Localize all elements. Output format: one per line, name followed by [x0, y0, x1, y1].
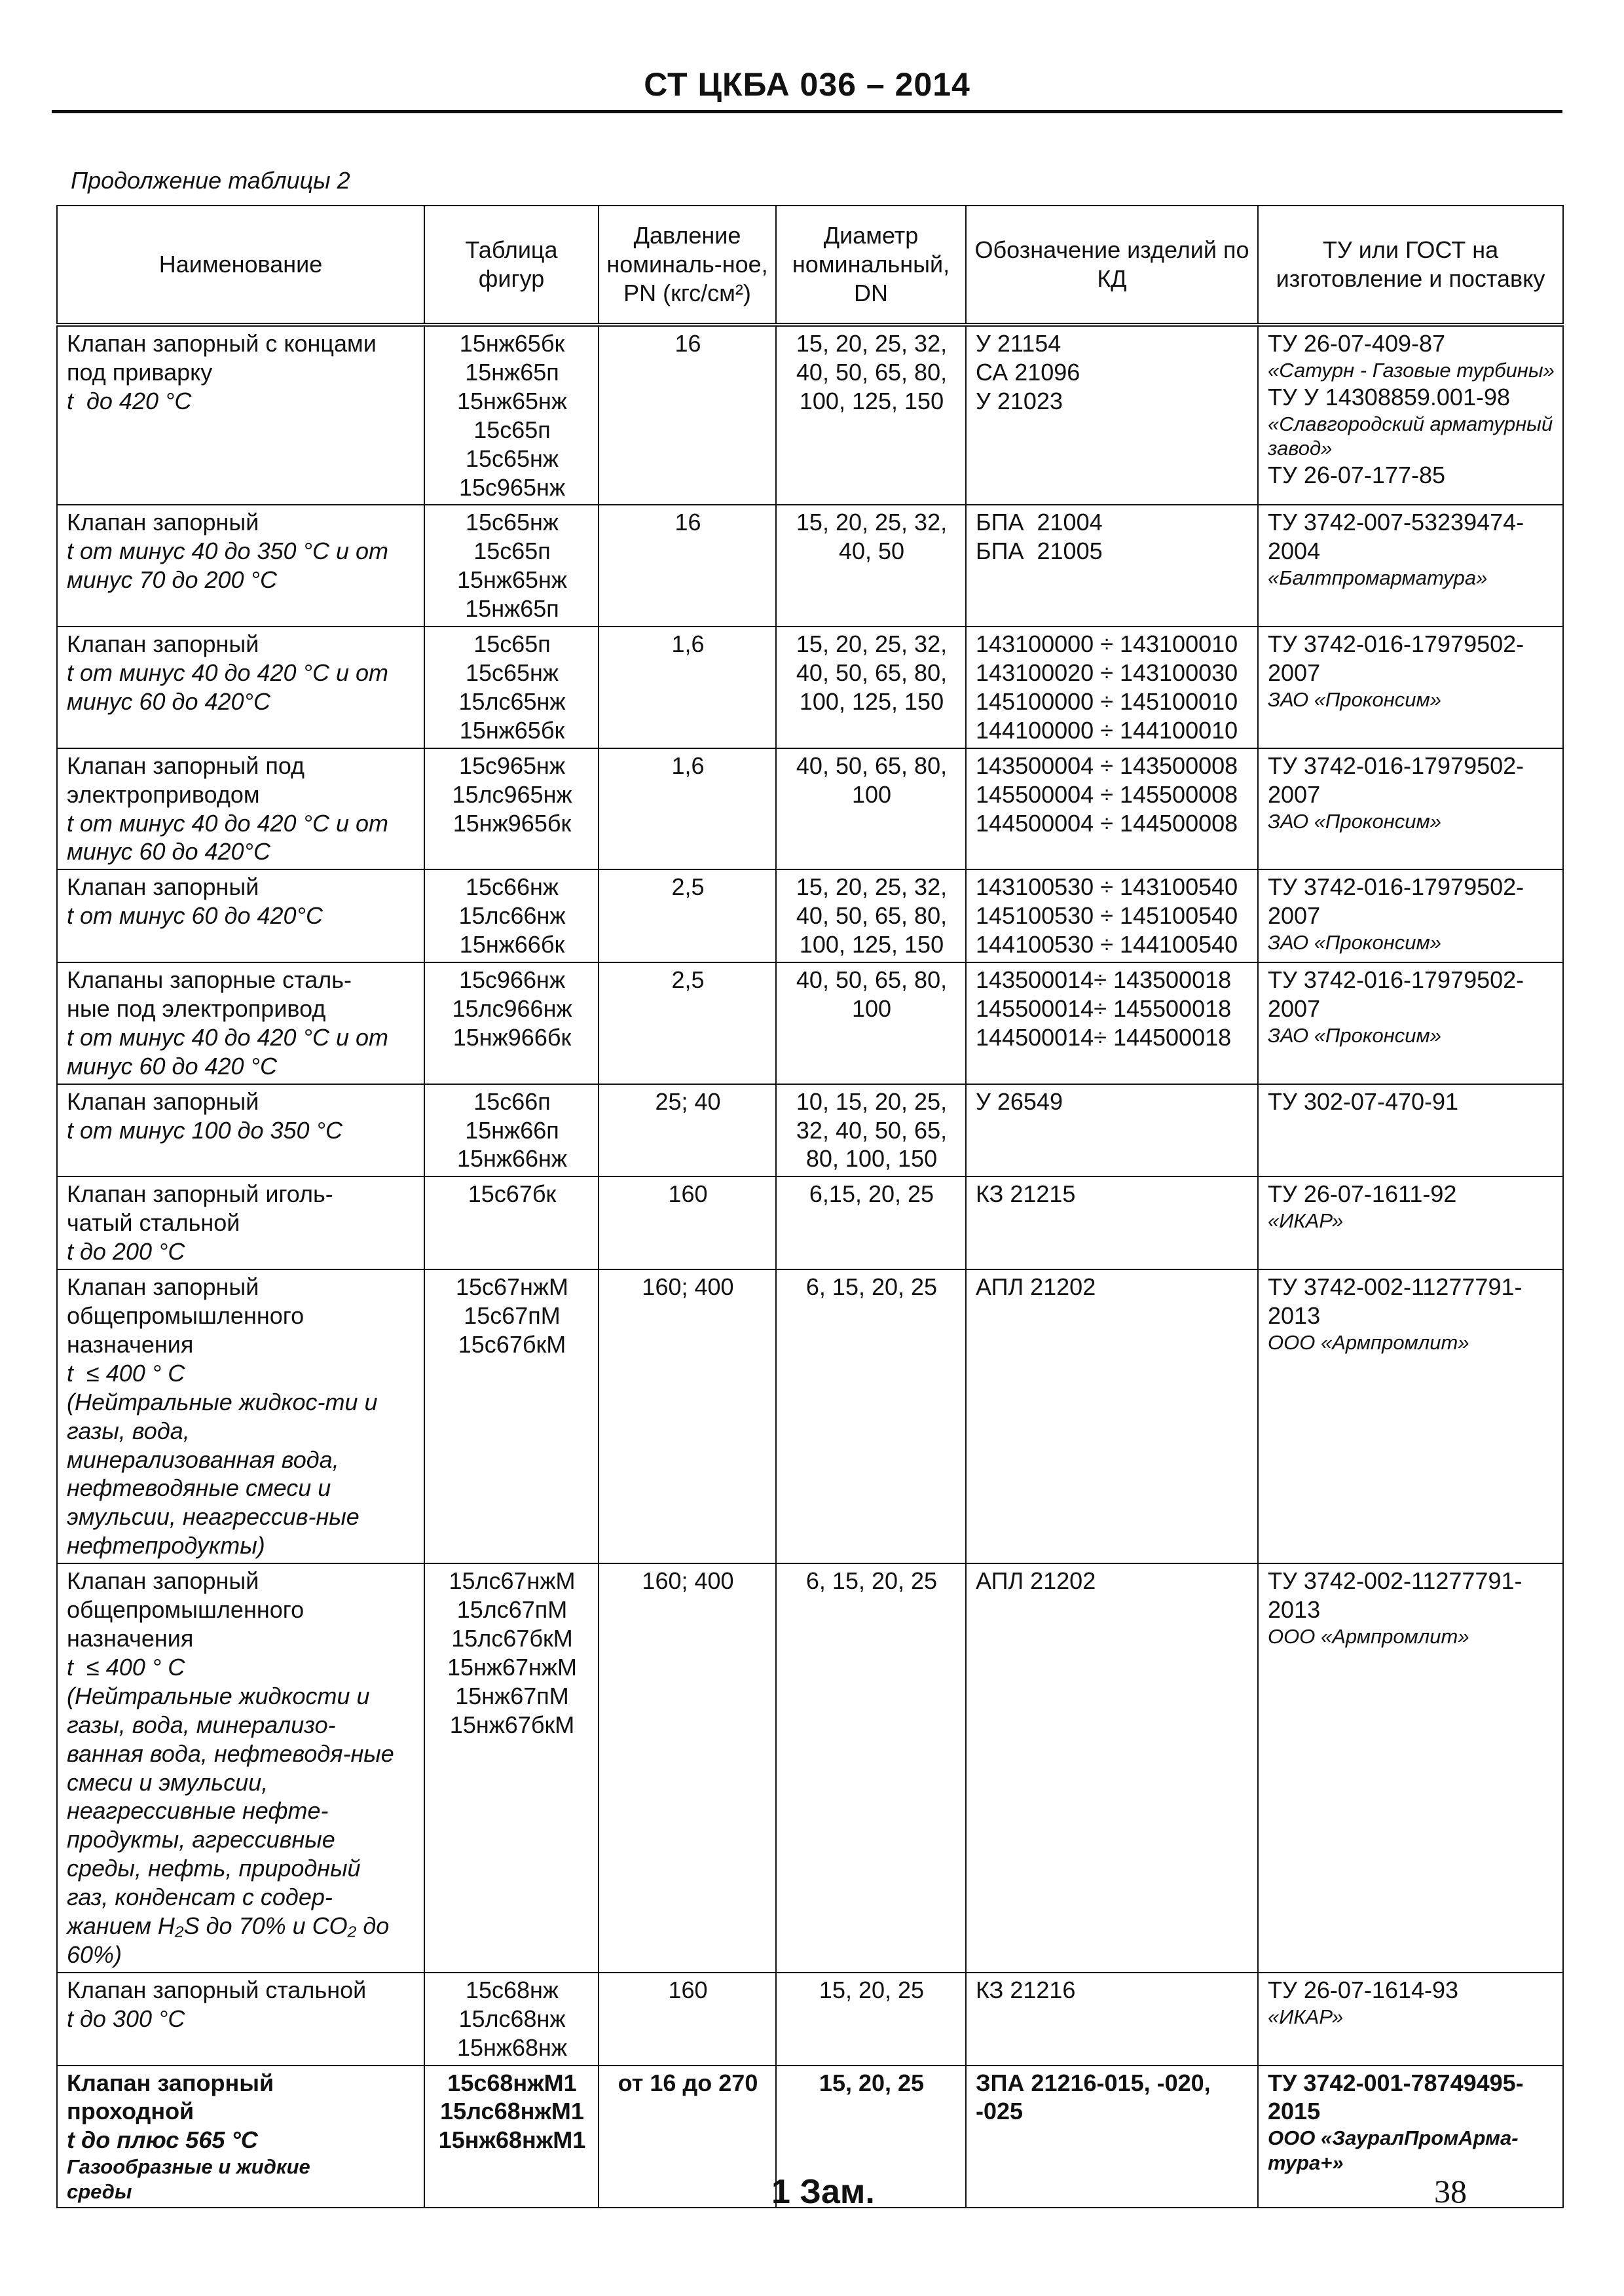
item-name-line: Клапан запорный иголь- — [67, 1180, 333, 1208]
item-conditions-line: t до 200 °С — [67, 1238, 185, 1266]
item-conditions-line: минерализованная вода, — [67, 1446, 339, 1473]
kd-designation: БПА 21004 — [976, 509, 1103, 536]
item-conditions-line: минус 60 до 420°С — [67, 687, 270, 715]
item-conditions-line: t до 300 °С — [67, 2005, 185, 2032]
manufacturer-name: ООО «Армпромлит» — [1268, 1330, 1469, 1354]
item-name-line: назначения — [67, 1624, 194, 1652]
manufacturer-name: ЗАО «Проконсим» — [1268, 1023, 1442, 1047]
item-name-line: электроприводом — [67, 780, 260, 808]
kd-designation-cell — [966, 1176, 1258, 1269]
item-name-cell — [57, 505, 424, 627]
item-conditions-line: t от минус 60 до 420°С — [67, 902, 323, 930]
figure-code: 15с65нж — [465, 659, 559, 686]
kd-designation-cell — [966, 1269, 1258, 1563]
figure-code: 15нж67нжМ — [447, 1653, 577, 1681]
column-header: ТУ или ГОСТ на изготовление и поставку — [1258, 206, 1563, 325]
tu-number: ТУ 3742-016-17979502-2007 — [1268, 966, 1524, 1022]
item-name-line: общепромышленного — [67, 1302, 304, 1329]
item-conditions-line: t ≤ 400 ° С — [67, 1653, 185, 1681]
diameter-cell: 15, 20, 25 — [776, 2066, 966, 2208]
figure-code: 15с965нж — [458, 752, 566, 779]
tu-number: ТУ 302-07-470-91 — [1268, 1087, 1459, 1115]
item-name-line: Клапан запорный стальной — [67, 1976, 367, 2003]
item-conditions-line: t от минус 40 до 420 °С и от — [67, 1023, 388, 1051]
diameter-cell: 6,15, 20, 25 — [776, 1176, 966, 1269]
pressure-cell: 160 — [599, 1176, 776, 1269]
manufacturer-name: ООО «Армпромлит» — [1268, 1624, 1469, 1648]
item-conditions-line: смеси и эмульсии, — [67, 1768, 268, 1796]
item-name-cell — [57, 1563, 424, 1973]
diameter-cell: 15, 20, 25, 32, 40, 50, 65, 80, 100, 125, 150 — [776, 325, 966, 505]
tu-gost-cell — [1258, 1176, 1563, 1269]
figure-code: 15лс65нж — [458, 687, 566, 715]
kd-designation: БПА 21005 — [976, 538, 1103, 565]
item-conditions-line: t от минус 100 до 350 °С — [67, 1116, 342, 1144]
pressure-cell: 1,6 — [599, 748, 776, 870]
figure-code: 15с67бк — [468, 1180, 557, 1208]
table-row — [57, 1563, 1563, 1973]
item-name-line: Клапан запорный — [67, 2069, 274, 2096]
tu-number: ТУ 3742-002-11277791-2013 — [1268, 1567, 1522, 1624]
item-conditions-line: ванная вода, нефтеводя-ные — [67, 1740, 394, 1767]
item-conditions-line: минус 70 до 200 °С — [67, 566, 277, 594]
table-row — [57, 505, 1563, 627]
table-row — [57, 869, 1563, 962]
figure-code: 15нж65нж — [456, 387, 567, 414]
figure-code: 15лс67нжМ — [449, 1567, 576, 1595]
figures-cell — [424, 1973, 599, 2066]
kd-designation: У 21154 — [976, 330, 1061, 357]
figure-code: 15с67бкМ — [458, 1330, 566, 1358]
figure-code: 15нж965бк — [452, 809, 572, 837]
column-header: Обозначение изделий по КД — [966, 206, 1258, 325]
page-number: 38 — [1434, 2173, 1467, 2210]
item-name-cell — [57, 869, 424, 962]
kd-designation-cell — [966, 1084, 1258, 1177]
item-media-line: Газообразные и жидкие — [67, 2155, 310, 2179]
kd-designation: 143100000 ÷ 143100010 — [976, 630, 1238, 658]
figure-code: 15нж65бк — [459, 716, 565, 744]
item-name-line: под приварку — [67, 358, 213, 386]
table-body — [57, 325, 1563, 2208]
tu-gost-cell — [1258, 627, 1563, 748]
tu-gost-cell — [1258, 2066, 1563, 2208]
kd-designation: 145500004 ÷ 145500008 — [976, 780, 1238, 808]
item-name-line: Клапан запорный — [67, 1087, 259, 1115]
item-name-line: назначения — [67, 1330, 194, 1358]
pressure-cell: 16 — [599, 325, 776, 505]
figures-cell — [424, 1563, 599, 1973]
figure-code: 15нж66бк — [459, 931, 565, 958]
item-conditions-line: продукты, агрессивные — [67, 1826, 335, 1853]
tu-gost-cell — [1258, 1563, 1563, 1973]
item-name-cell — [57, 1269, 424, 1563]
kd-designation: 143100020 ÷ 143100030 — [976, 659, 1238, 686]
tu-gost-cell — [1258, 748, 1563, 870]
tu-number: ТУ 3742-002-11277791-2013 — [1268, 1273, 1522, 1329]
figure-code: 15с965нж — [458, 473, 566, 501]
item-name-line: ные под электропривод — [67, 994, 326, 1022]
item-conditions-line: t ≤ 400 ° С — [67, 1359, 185, 1387]
kd-designation: 145100530 ÷ 145100540 — [976, 902, 1238, 930]
diameter-cell: 15, 20, 25, 32, 40, 50, 65, 80, 100, 125, 150 — [776, 627, 966, 748]
pressure-cell: 160; 400 — [599, 1269, 776, 1563]
kd-designation-cell — [966, 325, 1258, 505]
figure-code: 15нж65п — [465, 358, 559, 386]
item-name-cell — [57, 627, 424, 748]
figures-cell — [424, 962, 599, 1084]
item-name-cell — [57, 1084, 424, 1177]
item-conditions-line: (Нейтральные жидкости и — [67, 1682, 370, 1709]
figure-code: 15с65п — [473, 630, 551, 658]
tu-number: ТУ 3742-007-53239474-2004 — [1268, 509, 1524, 565]
column-header: Наименование — [57, 206, 424, 325]
item-conditions-line: среды, нефть, природный — [67, 1855, 361, 1882]
tu-number: ТУ 3742-016-17979502-2007 — [1268, 630, 1524, 686]
kd-designation: 144100530 ÷ 144100540 — [976, 931, 1238, 958]
tu-gost-cell — [1258, 962, 1563, 1084]
figures-cell — [424, 505, 599, 627]
figure-code: 15нж66п — [465, 1116, 559, 1144]
figures-cell — [424, 627, 599, 748]
item-name-line: Клапан запорный под — [67, 752, 305, 779]
table-row — [57, 1176, 1563, 1269]
table-row — [57, 1269, 1563, 1563]
item-name-line: Клапан запорный — [67, 509, 259, 536]
tu-number: ТУ 3742-016-17979502-2007 — [1268, 752, 1524, 808]
item-conditions-line: нефтепродукты) — [67, 1532, 265, 1559]
kd-designation-cell — [966, 962, 1258, 1084]
tu-number: ТУ 26-07-1611-92 — [1268, 1180, 1457, 1208]
kd-designation-cell — [966, 2066, 1258, 2208]
item-name-cell — [57, 1176, 424, 1269]
figure-code: 15с67нжМ — [455, 1273, 569, 1301]
item-conditions-line: t от минус 40 до 420 °С и от — [67, 659, 388, 686]
kd-designation-cell — [966, 869, 1258, 962]
figure-code: 15нж67пМ — [455, 1682, 569, 1709]
item-conditions-line: минус 60 до 420°С — [67, 838, 270, 866]
figure-code: 15с65п — [473, 538, 551, 565]
figures-cell — [424, 325, 599, 505]
kd-designation-cell — [966, 748, 1258, 870]
manufacturer-name: «Балтпромарматура» — [1268, 566, 1488, 590]
tu-number: ТУ 3742-016-17979502-2007 — [1268, 873, 1524, 930]
item-conditions-line: минус 60 до 420 °С — [67, 1052, 277, 1080]
kd-designation: У 26549 — [976, 1087, 1063, 1115]
figures-cell — [424, 1176, 599, 1269]
figure-code: 15с65нж — [465, 445, 559, 472]
figure-code: 15лс67бкМ — [451, 1624, 573, 1652]
tu-gost-cell — [1258, 1084, 1563, 1177]
figures-cell — [424, 748, 599, 870]
kd-designation: У 21023 — [976, 387, 1063, 414]
manufacturer-name: «Сатурн - Газовые турбины» — [1268, 358, 1555, 382]
diameter-cell: 15, 20, 25 — [776, 1973, 966, 2066]
diameter-cell: 40, 50, 65, 80, 100 — [776, 748, 966, 870]
kd-designation: 144500004 ÷ 144500008 — [976, 809, 1238, 837]
kd-designation: ЗПА 21216-015, -020, -025 — [976, 2069, 1217, 2125]
item-name-line: общепромышленного — [67, 1596, 304, 1624]
pressure-cell: 2,5 — [599, 962, 776, 1084]
item-name-cell — [57, 962, 424, 1084]
item-conditions-line: неагрессивные нефте- — [67, 1797, 329, 1825]
kd-designation: 143100530 ÷ 143100540 — [976, 873, 1238, 901]
tu-number: ТУ У 14308859.001-98 — [1268, 383, 1511, 410]
figure-code: 15лс67пМ — [456, 1596, 568, 1624]
column-header: Давление номиналь-ное, PN (кгс/см²) — [599, 206, 776, 325]
diameter-cell: 10, 15, 20, 25, 32, 40, 50, 65, 80, 100, 150 — [776, 1084, 966, 1177]
manufacturer-name: ЗАО «Проконсим» — [1268, 931, 1442, 955]
manufacturer-name: «ИКАР» — [1268, 1209, 1344, 1233]
item-conditions-line: жанием H₂S до 70% и CO₂ до — [67, 1912, 390, 1940]
valves-table — [56, 205, 1564, 2208]
kd-designation: СА 21096 — [976, 358, 1080, 386]
item-conditions-line: нефтеводяные смеси и — [67, 1474, 331, 1502]
figure-code: 15нж65нж — [456, 566, 567, 594]
item-name-line: Клапаны запорные сталь- — [67, 966, 352, 994]
item-conditions-line: газы, вода, — [67, 1417, 190, 1444]
table-caption: Продолжение таблицы 2 — [71, 167, 350, 194]
tu-number: ТУ 26-07-409-87 — [1268, 330, 1446, 357]
pressure-cell: 2,5 — [599, 869, 776, 962]
tu-gost-cell — [1258, 505, 1563, 627]
figure-code: 15лс965нж — [452, 780, 572, 808]
manufacturer-name: «Славгородский арматурный завод» — [1268, 412, 1559, 460]
item-name-line: Клапан запорный — [67, 873, 259, 901]
figures-cell — [424, 869, 599, 962]
figure-code: 15нж68нж — [456, 2033, 567, 2061]
diameter-cell: 40, 50, 65, 80, 100 — [776, 962, 966, 1084]
tu-gost-cell — [1258, 325, 1563, 505]
figure-code: 15с68нж — [465, 1976, 559, 2003]
figure-code: 15лс68нжМ1 — [440, 2098, 584, 2125]
item-conditions-line: t от минус 40 до 420 °С и от — [67, 809, 388, 837]
tu-gost-cell — [1258, 1973, 1563, 2066]
manufacturer-name: ЗАО «Проконсим» — [1268, 809, 1442, 833]
item-name-cell — [57, 1973, 424, 2066]
item-name-line: Клапан запорный — [67, 1273, 259, 1301]
item-name-line: Клапан запорный — [67, 1567, 259, 1595]
figure-code: 15нж966бк — [452, 1023, 572, 1051]
tu-number: ТУ 3742-001-78749495-2015 — [1268, 2069, 1524, 2125]
kd-designation-cell — [966, 1973, 1258, 2066]
kd-designation: 144100000 ÷ 144100010 — [976, 716, 1238, 744]
figures-cell — [424, 1084, 599, 1177]
kd-designation: АПЛ 21202 — [976, 1567, 1096, 1595]
kd-designation-cell — [966, 627, 1258, 748]
figure-code: 15нж68нжМ1 — [438, 2126, 586, 2154]
manufacturer-name: ООО «ЗауралПромАрма-тура+» — [1268, 2126, 1519, 2175]
manufacturer-name: «ИКАР» — [1268, 2005, 1344, 2028]
item-media-line: среды — [67, 2180, 132, 2204]
figure-code: 15лс66нж — [458, 902, 566, 930]
figures-cell — [424, 2066, 599, 2208]
item-name-cell — [57, 325, 424, 505]
kd-designation: 144500014÷ 144500018 — [976, 1023, 1232, 1051]
diameter-cell: 15, 20, 25, 32, 40, 50 — [776, 505, 966, 627]
header-rule — [52, 110, 1562, 113]
item-name-line: проходной — [67, 2098, 194, 2125]
item-name-line: Клапан запорный — [67, 630, 259, 658]
item-conditions-line: газы, вода, минерализо- — [67, 1711, 336, 1738]
change-mark: 1 Зам. — [771, 2173, 875, 2211]
pressure-cell: 160; 400 — [599, 1563, 776, 1973]
pressure-cell: 160 — [599, 1973, 776, 2066]
figure-code: 15с966нж — [458, 966, 566, 994]
item-conditions-line: t от минус 40 до 350 °С и от — [67, 538, 388, 565]
figure-code: 15с68нжМ1 — [447, 2069, 577, 2096]
diameter-cell: 15, 20, 25, 32, 40, 50, 65, 80, 100, 125, 150 — [776, 869, 966, 962]
figure-code: 15лс966нж — [452, 994, 572, 1022]
figures-cell — [424, 1269, 599, 1563]
item-conditions-line: (Нейтральные жидкос-ти и — [67, 1388, 378, 1415]
tu-number: ТУ 26-07-1614-93 — [1268, 1976, 1459, 2003]
kd-designation: 145500014÷ 145500018 — [976, 994, 1232, 1022]
figure-code: 15нж66нж — [456, 1145, 567, 1173]
tu-gost-cell — [1258, 869, 1563, 962]
figure-code: 15с67пМ — [464, 1302, 561, 1329]
kd-designation: 145100000 ÷ 145100010 — [976, 687, 1238, 715]
kd-designation: КЗ 21216 — [976, 1976, 1076, 2003]
figure-code: 15нж65п — [465, 595, 559, 623]
pressure-cell: 25; 40 — [599, 1084, 776, 1177]
figure-code: 15с66п — [473, 1087, 551, 1115]
diameter-cell: 6, 15, 20, 25 — [776, 1563, 966, 1973]
table-row — [57, 748, 1563, 870]
tu-number: ТУ 26-07-177-85 — [1268, 462, 1446, 489]
item-conditions-line: t до 420 °С — [67, 387, 192, 414]
kd-designation: АПЛ 21202 — [976, 1273, 1096, 1301]
kd-designation: 143500004 ÷ 143500008 — [976, 752, 1238, 779]
column-header: Таблица фигур — [424, 206, 599, 325]
figure-code: 15нж65бк — [459, 330, 565, 357]
figure-code: 15с66нж — [465, 873, 559, 901]
item-conditions-line: газ, конденсат с содер- — [67, 1884, 333, 1911]
figure-code: 15нж67бкМ — [449, 1711, 575, 1738]
kd-designation: КЗ 21215 — [976, 1180, 1076, 1208]
kd-designation-cell — [966, 1563, 1258, 1973]
pressure-cell: от 16 до 270 — [599, 2066, 776, 2208]
table-row — [57, 627, 1563, 748]
table-header-row — [57, 206, 1563, 325]
item-conditions-line: 60%) — [67, 1941, 122, 1968]
document-header: СТ ЦКБА 036 – 2014 — [644, 66, 970, 103]
pressure-cell: 1,6 — [599, 627, 776, 748]
manufacturer-name: ЗАО «Проконсим» — [1268, 687, 1442, 711]
table-row — [57, 1084, 1563, 1177]
tu-gost-cell — [1258, 1269, 1563, 1563]
figure-code: 15лс68нж — [458, 2005, 566, 2032]
pressure-cell: 16 — [599, 505, 776, 627]
item-name-cell — [57, 2066, 424, 2208]
table-row — [57, 325, 1563, 505]
table-row — [57, 1973, 1563, 2066]
figure-code: 15с65нж — [465, 509, 559, 536]
kd-designation-cell — [966, 505, 1258, 627]
figure-code: 15с65п — [473, 416, 551, 443]
item-name-cell — [57, 748, 424, 870]
item-name-line: чатый стальной — [67, 1209, 240, 1237]
item-name-line: Клапан запорный с концами — [67, 330, 377, 357]
column-header: Диаметр номинальный, DN — [776, 206, 966, 325]
kd-designation: 143500014÷ 143500018 — [976, 966, 1232, 994]
item-conditions-line: t до плюс 565 °С — [67, 2126, 258, 2154]
item-conditions-line: эмульсии, неагрессив-ные — [67, 1503, 360, 1531]
table-row — [57, 962, 1563, 1084]
diameter-cell: 6, 15, 20, 25 — [776, 1269, 966, 1563]
